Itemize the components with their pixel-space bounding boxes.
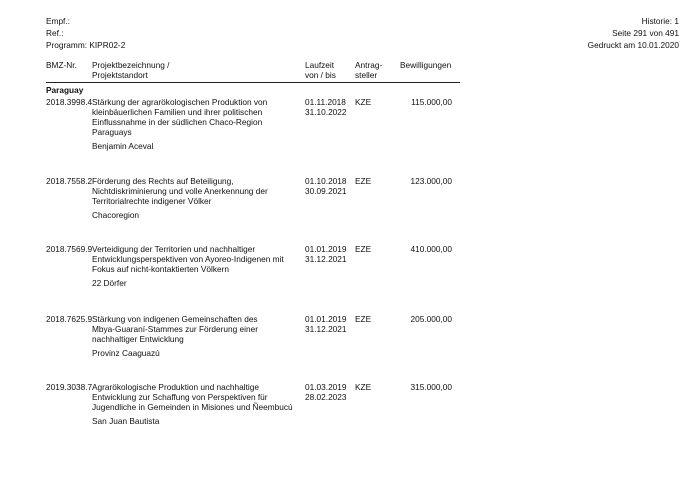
project-title-line: Stärkung der agrarökologischen Produktion von: [92, 97, 268, 107]
empf-label: Empf.:: [46, 16, 70, 26]
page-number: Seite 291 von 491: [612, 27, 679, 38]
project-cell: [92, 314, 300, 358]
laufzeit-von: 01.01.2019: [305, 314, 347, 324]
column-header-laufzeit: [305, 60, 336, 80]
column-header-project-line1: Projektbezeichnung /: [92, 60, 170, 70]
antragsteller-cell: KZE: [355, 382, 372, 392]
project-location: 22 Dörfer: [92, 278, 127, 289]
bmz-number: 2018.7569.9: [46, 244, 93, 254]
project-location: Provinz Caaguazú: [92, 348, 160, 359]
project-location: Benjamin Aceval: [92, 141, 154, 152]
project-title-line: Paraguays: [92, 127, 132, 138]
laufzeit-bis: 31.12.2021: [305, 254, 347, 265]
column-header-laufzeit-line1: Laufzeit: [305, 60, 335, 70]
table-row: [0, 176, 700, 236]
bewilligung-amount: 205.000,00: [410, 314, 452, 324]
project-title-line: Entwicklung zur Schaffung von Perspektiven für: [92, 392, 268, 403]
antragsteller-cell: EZE: [355, 244, 372, 254]
laufzeit-cell: [305, 97, 347, 117]
column-header-bmz: BMZ-Nr.: [46, 60, 77, 70]
column-header-project: [92, 60, 170, 80]
project-title-line: Mbya-Guaraní-Stammes zur Förderung einer: [92, 324, 259, 335]
laufzeit-cell: [305, 382, 347, 402]
table-row: [0, 244, 700, 304]
project-title-line: Einflussnahme in der südlichen Chaco-Region: [92, 117, 263, 128]
project-cell: [92, 382, 300, 426]
print-date: Gedruckt am 10.01.2020: [587, 39, 679, 50]
project-cell: [92, 97, 300, 152]
laufzeit-bis: 31.12.2021: [305, 324, 347, 335]
bewilligung-amount: 115.000,00: [411, 97, 452, 107]
laufzeit-von: 01.11.2018: [305, 97, 346, 107]
laufzeit-cell: [305, 176, 347, 196]
project-title-line: kleinbäuerlichen Familien und ihrer politischen: [92, 107, 263, 118]
project-location: San Juan Bautista: [92, 416, 160, 427]
project-title-line: Fokus auf nicht-kontaktierten Völkern: [92, 264, 229, 275]
project-title-line: Entwicklungsperspektiven von Ayoreo-Indigenen mit: [92, 254, 284, 265]
table-row: [0, 382, 700, 442]
column-header-laufzeit-line2: von / bis: [305, 70, 336, 81]
antragsteller-cell: EZE: [355, 176, 372, 186]
table-row: [0, 314, 700, 374]
ref-label: Ref.:: [46, 27, 64, 38]
column-header-antragsteller-line2: steller: [355, 70, 378, 81]
project-cell: [92, 244, 300, 288]
bewilligung-amount: 315.000,00: [410, 382, 452, 392]
laufzeit-von: 01.03.2019: [305, 382, 347, 392]
bewilligung-amount: 410.000,00: [410, 244, 452, 254]
antragsteller-cell: KZE: [355, 97, 372, 107]
column-header-antragsteller-line1: Antrag-: [355, 60, 383, 70]
laufzeit-cell: [305, 244, 347, 264]
laufzeit-bis: 31.10.2022: [305, 107, 347, 118]
programm-label: Programm: KIPR02-2: [46, 39, 126, 50]
document-header-left: [46, 16, 125, 51]
laufzeit-bis: 28.02.2023: [305, 392, 347, 403]
project-title-line: Förderung des Rechts auf Beteiligung,: [92, 176, 234, 186]
laufzeit-von: 01.01.2019: [305, 244, 347, 254]
antragsteller-cell: EZE: [355, 314, 372, 324]
table-row: [0, 97, 700, 157]
bmz-number: 2019.3038.7: [46, 382, 93, 392]
laufzeit-cell: [305, 314, 347, 334]
project-title-line: Jugendliche in Gemeinden in Misiones und Ñeembucú: [92, 402, 293, 413]
column-header-antragsteller: [355, 60, 382, 80]
document-header-right: [588, 16, 679, 51]
laufzeit-von: 01.10.2018: [305, 176, 347, 186]
project-cell: [92, 176, 300, 220]
bmz-number: 2018.3998.4: [46, 97, 93, 107]
column-header-project-line2: Projektstandort: [92, 70, 148, 81]
project-title-line: Agrarökologische Produktion und nachhaltige: [92, 382, 259, 392]
project-title-line: Territorialrechte indigener Völker: [92, 196, 212, 207]
bmz-number: 2018.7625.9: [46, 314, 93, 324]
bmz-number: 2018.7558.2: [46, 176, 93, 186]
project-title-line: Stärkung von indigenen Gemeinschaften des: [92, 314, 258, 324]
bewilligung-amount: 123.000,00: [410, 176, 452, 186]
section-heading-country: Paraguay: [46, 85, 84, 95]
project-title-line: nachhaltiger Entwicklung: [92, 334, 184, 345]
column-header-bewilligungen: Bewilligungen: [400, 60, 452, 70]
project-location: Chacoregion: [92, 210, 140, 221]
project-title-line: Nichtdiskriminierung und volle Anerkennung der: [92, 186, 268, 197]
header-divider: [46, 82, 460, 83]
project-title-line: Verteidigung der Territorien und nachhaltiger: [92, 244, 256, 254]
historie-label: Historie: 1: [641, 16, 679, 26]
laufzeit-bis: 30.09.2021: [305, 186, 347, 197]
